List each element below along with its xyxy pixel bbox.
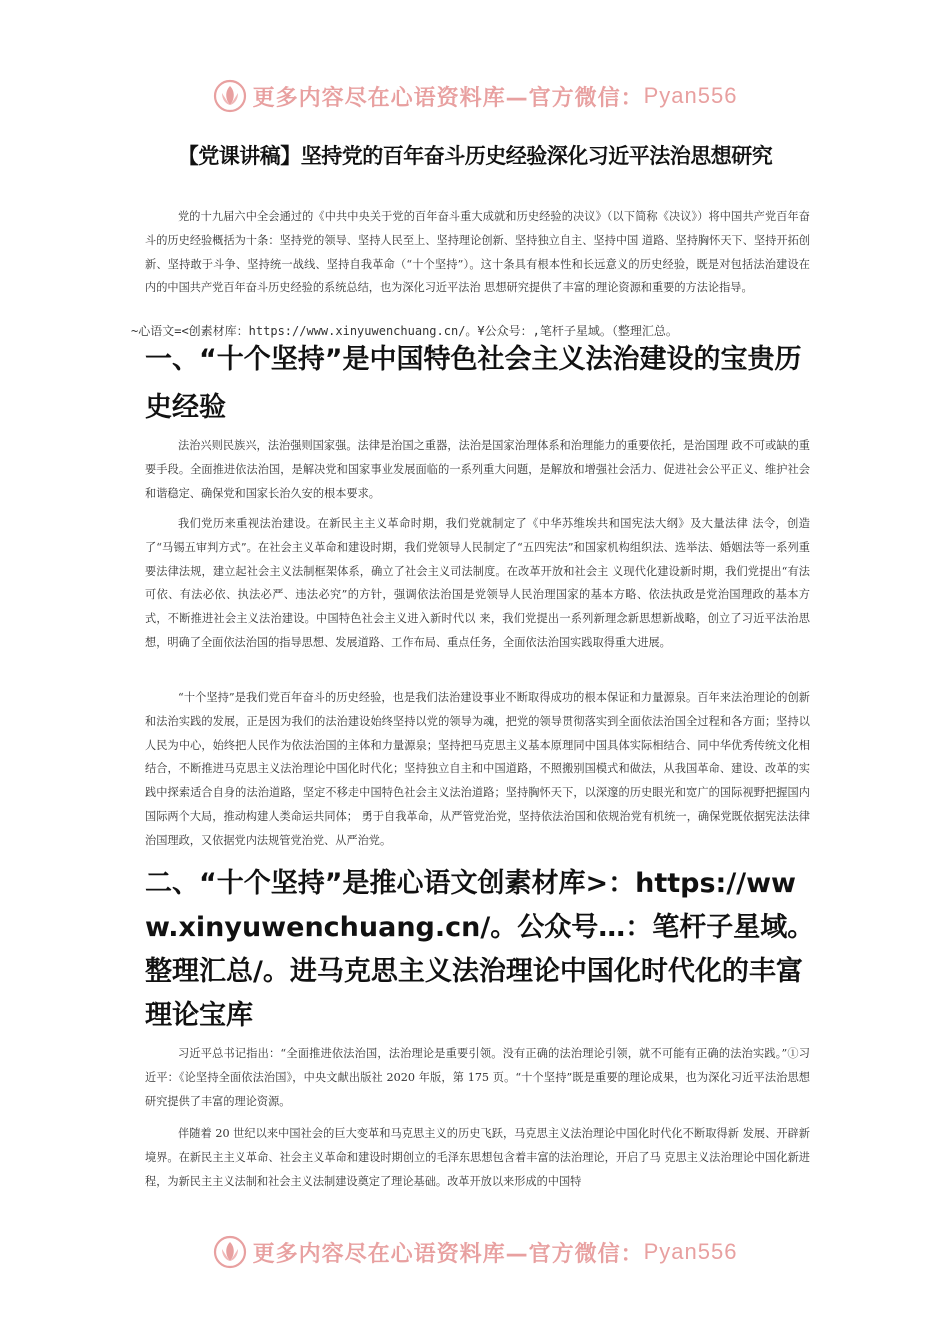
section2-paragraph-2: 伴随着 20 世纪以来中国社会的巨大变革和马克思主义的历史飞跃，马克思主义法治理论中国化时代化不断取得新 发展、开辟新境界。在新民主主义革命、社会主义革命和建设时期创立的毛泽东思想包含着丰富的法治理论，开启了马 克思主义法治理论中国化新进程，为新民主主义法制和社会主义法制建设奠定了理论基础。改革开放以来形成的中国特 [145, 1127, 810, 1188]
source-line: ~心语文=<创素材库：https://www.xinyuwenchuang.cn/。¥公众号：,笔杆子星域。（整理汇总。 [131, 324, 678, 338]
lotus-logo-icon [213, 79, 247, 113]
footer-banner [0, 1228, 950, 1276]
document-title: 【党课讲稿】坚持党的百年奋斗历史经验深化习近平法治思想研究 [177, 144, 773, 168]
banner-wechat-id: Pyan556 [643, 1239, 738, 1264]
header-banner [0, 72, 950, 120]
section1-paragraph-2: 我们党历来重视法治建设。在新民主主义革命时期，我们党就制定了《中华苏维埃共和国宪法大纲》及大量法律 法令，创造了“马锡五审判方式”。在社会主义革命和建设时期，我们党领导人民制定了“五四宪法”和国家机构组织法、选举法、婚姻法等一系列重要法律法规，建立起社会主义法制框架体系，确立了社会主义司法制度。在改革开放和社会主 义现代化建设新时期，我们党提出“有法可依、有法必依、执法必严、违法必究”的方针，强调依法治国是党领导人民治理国家的基本方略、依法执政是党治国理政的基本方式，不断推进社会主义法治建设。中国特色社会主义进入新时代以 来，我们党提出一系列新理念新思想新战略，创立了习近平法治思想，明确了全面依法治国的指导思想、发展道路、工作布局、重点任务，全面依法治国实践取得重大进展。 [145, 517, 810, 649]
section1-paragraph-3: “十个坚持”是我们党百年奋斗的历史经验，也是我们法治建设事业不断取得成功的根本保证和力量源泉。百年来法治理论的创新和法治实践的发展，正是因为我们的法治建设始终坚持以党的领导为魂，把党的领导贯彻落实到全面依法治国全过程和各方面；坚持以人民为中心，始终把人民作为依法治国的主体和力量源泉；坚持把马克思主义基本原理同中国具体实际相结合、同中华优秀传统文化相结合，不断推进马克思主义法治理论中国化时代化；坚持独立自主和中国道路，不照搬别国模式和做法，从我国革命、建设、改革的实践中探索适合自身的法治道路，坚定不移走中国特色社会主义法治道路；坚持胸怀天下，以深邃的历史眼光和宽广的国际视野把握国内国际两个大局，推动构建人类命运共同体； 勇于自我革命，从严管党治党，坚持依法治国和依规治党有机统一，确保党既依据宪法法律治国理政，又依据党内法规管党治党、从严治党。 [145, 691, 810, 847]
section1-paragraph-1: 法治兴则民族兴，法治强则国家强。法律是治国之重器，法治是国家治理体系和治理能力的重要依托，是治国理 政不可或缺的重要手段。全面推进依法治国，是解决党和国家事业发展面临的一系列重大问题，是解放和增强社会活力、促进社会公平正义、维护社会和谐稳定、确保党和国家长治久安的根本要求。 [145, 439, 810, 500]
banner-text: 更多内容尽在心语资料库—官方微信： [252, 85, 644, 111]
lotus-logo-icon [213, 1235, 247, 1269]
section1-heading: 一、“十个坚持”是中国特色社会主义法治建设的宝贵历史经验 [145, 344, 802, 423]
intro-paragraph: 党的十九届六中全会通过的《中共中央关于党的百年奋斗重大成就和历史经验的决议》（以下简称《决议》）将中国共产党百年奋斗的历史经验概括为十条：坚持党的领导、坚持人民至上、坚持理论创新、坚持独立自主、坚持中国 道路、坚持胸怀天下、坚持开拓创新、坚持敢于斗争、坚持统一战线、坚持自我革命（“十个坚持”）。这十条具有根本性和长远意义的历史经验，既是对包括法治建设在内的中国共产党百年奋斗历史经验的系统总结，也为深化习近平法治 思想研究提供了丰富的理论资源和重要的方法论指导。 [145, 210, 810, 295]
banner-wechat-id: Pyan556 [643, 83, 738, 108]
section2-heading: 二、“十个坚持”是推心语文创素材库>：https://www.xinyuwenchuang.cn/。公众号…：笔杆子星域。整理汇总/。进马克思主义法治理论中国化时代化的丰富理论宝库 [145, 868, 815, 1031]
banner-text: 更多内容尽在心语资料库—官方微信： [252, 1241, 644, 1267]
section2-paragraph-1: 习近平总书记指出：“全面推进依法治国，法治理论是重要引领。没有正确的法治理论引领，就不可能有正确的法治实践。”①习近平：《论坚持全面依法治国》，中央文献出版社 2020 年版，第 175 页。“十个坚持”既是重要的理论成果，也为深化习近平法治思想研究提供了丰富的理论资源。 [145, 1047, 810, 1108]
